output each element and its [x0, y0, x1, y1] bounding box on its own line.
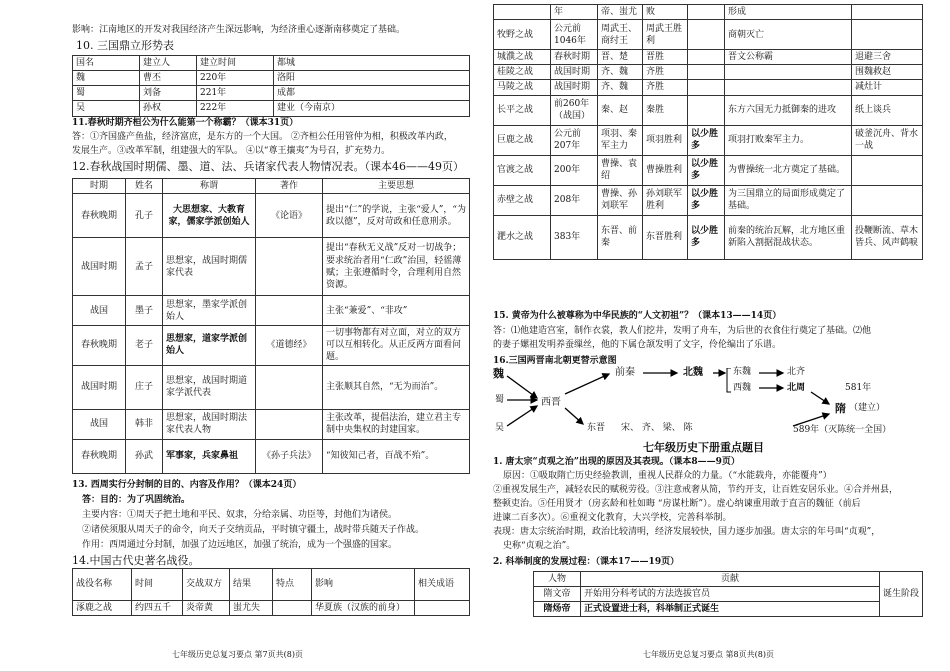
diagram-qianqin: 前秦 — [615, 367, 635, 378]
table-cell: 春秋晚期 — [73, 194, 126, 238]
table-cell: 《孙子兵法》 — [256, 439, 323, 473]
sec13-answer-content1: 主要内容：①周天子把土地和平民、奴隶，分给亲属、功臣等，封他们为诸侯。 — [82, 510, 398, 520]
table-cell: 刘备 — [140, 86, 197, 101]
table-cell: 东晋胜利 — [643, 215, 688, 259]
keju-table — [533, 571, 923, 617]
sec11-line2: 发展生产。③改革军制，组建强大的军队。 ④以“尊王攘夷”为号召，扩充势力。 — [72, 146, 391, 156]
table-cell: 退避三舍 — [852, 50, 923, 65]
table-cell — [725, 80, 852, 95]
table-row — [73, 101, 470, 116]
diagram-beiqi: 北齐 — [787, 367, 806, 377]
table-cell: 221年 — [197, 86, 274, 101]
table-cell: 思想家，墨家学派创始人 — [163, 296, 256, 326]
s1-line5: 表现：唐太宗统治时期，政治比较清明，经济发展较快，国力逐步加强。唐太宗的年号叫“贞观”， — [493, 527, 881, 537]
sec15-line1: 答：⑴他建造宫室，制作衣裳，教人们挖井，发明了舟车，为后世的衣食住行奠定了基础。⑵他 — [493, 326, 872, 336]
table-header-cell: 称谓 — [163, 179, 256, 194]
table-cell: 孙刘联军胜利 — [643, 185, 688, 215]
table-cell: 减灶计 — [852, 80, 923, 95]
table-cell: 《道德经》 — [256, 326, 323, 365]
table-header-cell: 贡献 — [581, 572, 880, 587]
table-cell: 战国 — [73, 409, 126, 439]
table-cell: 曹操胜利 — [643, 155, 688, 185]
table-cell: 长平之战 — [494, 95, 551, 125]
table-cell: 东方六国无力抵御秦的进攻 — [725, 95, 852, 125]
table-cell: 春秋晚期 — [73, 326, 126, 365]
table-cell: 东晋、前秦 — [598, 215, 643, 259]
table-cell: 项羽打败秦军主力。 — [725, 125, 852, 155]
table-cell: 投鞭断流、草木皆兵、风声鹤唳 — [852, 215, 923, 259]
table-cell: 以少胜多 — [688, 155, 725, 185]
table-header-cell: 时期 — [73, 179, 126, 194]
table-cell: 孙权 — [140, 101, 197, 116]
keju-stage-cell: 诞生阶段 — [880, 572, 923, 617]
arrow-wu-xijin — [507, 406, 537, 426]
table-cell: 思想家，战国时期儒家代表 — [163, 238, 256, 296]
table-cell: 曹丕 — [140, 71, 197, 86]
table-cell: 晋文公称霸 — [725, 50, 852, 65]
table-cell — [688, 65, 725, 80]
table-row — [73, 296, 470, 326]
table-cell: 思想家，战国时期道家学派代表 — [163, 365, 256, 409]
table-cell — [256, 365, 323, 409]
table-cell: 秦胜 — [643, 95, 688, 125]
table-cell: 帝、蚩尤 — [598, 5, 643, 20]
table-row — [73, 365, 470, 409]
diagram-xijin: 西晋 — [541, 397, 561, 408]
diagram-dongwei: 东魏 — [733, 367, 752, 377]
table-cell: 隋文帝 — [534, 587, 581, 602]
diagram-shu: 蜀 — [495, 395, 505, 405]
table-row — [73, 439, 470, 473]
table-cell: 222年 — [197, 101, 274, 116]
table-row — [494, 125, 923, 155]
table-cell: 围魏救赵 — [852, 65, 923, 80]
table-row — [73, 326, 470, 365]
table-row — [494, 215, 923, 259]
table-cell: 形成 — [725, 5, 852, 20]
table-cell: 蜀 — [73, 86, 140, 101]
table-cell: 以少胜多 — [688, 125, 725, 155]
table-cell: 曹操、孙刘联军 — [598, 185, 643, 215]
table-cell: 隋炀帝 — [534, 602, 581, 617]
table-cell — [852, 155, 923, 185]
table-row — [73, 71, 470, 86]
table-cell: 战国时期 — [73, 238, 126, 296]
battles-table-right — [493, 4, 923, 260]
table-cell — [725, 65, 852, 80]
table-cell — [852, 185, 923, 215]
table-cell: 战国时期 — [73, 365, 126, 409]
table-cell: 以少胜多 — [688, 185, 725, 215]
table-cell: 老子 — [126, 326, 163, 365]
table-cell: 公元前207年 — [551, 125, 598, 155]
table-cell — [852, 5, 923, 20]
battles-table-left — [72, 568, 470, 616]
table-cell — [494, 5, 551, 20]
table-cell: 晋、楚 — [598, 50, 643, 65]
table-header-row — [73, 179, 470, 194]
table-row — [494, 20, 923, 50]
table-cell: 建业（今南京） — [274, 101, 470, 116]
table-header-cell: 相关成语 — [415, 569, 470, 601]
table-cell: 华夏族（汉族的前身） — [312, 601, 415, 616]
table-header-cell: 战役名称 — [73, 569, 132, 601]
table-cell: 200年 — [551, 155, 598, 185]
table-cell: 曹操、袁绍 — [598, 155, 643, 185]
table-cell: 赤壁之战 — [494, 185, 551, 215]
table-cell: 齐胜 — [643, 80, 688, 95]
diagram-year581: 581年 — [845, 383, 872, 393]
table-row — [494, 5, 923, 20]
table-cell: 纸上谈兵 — [852, 95, 923, 125]
bracket-beiwei — [727, 368, 731, 392]
s1-title: 1. 唐太宗“贞观之治”出现的原因及其表现。（课本8——9页） — [493, 457, 740, 467]
book-title: 七年级历史下册重点题目 — [643, 441, 764, 454]
table-header-cell: 建立人 — [140, 56, 197, 71]
table-cell: 孙武 — [126, 439, 163, 473]
table-cell: 春秋时期 — [551, 50, 598, 65]
sec11-line1: 答：①齐国盛产鱼盐，经济富庶，是东方的一个大国。 ②齐桓公任用管仲为相，积极改革内政， — [72, 132, 453, 142]
table-row — [73, 409, 470, 439]
table-cell: 项羽胜利 — [643, 125, 688, 155]
table-cell: 韩非 — [126, 409, 163, 439]
table-cell: 思想家，道家学派创始人 — [163, 326, 256, 365]
table-cell — [688, 95, 725, 125]
table-row — [534, 602, 923, 617]
table-cell: 桂陵之战 — [494, 65, 551, 80]
table-cell: 提出“春秋无义战”反对一切战争；要求统治者用“仁政”治国，轻徭薄赋；主张遵循时令，合理利用自然资源。 — [323, 238, 470, 296]
table-cell — [256, 296, 323, 326]
table-header-row — [73, 56, 470, 71]
table-cell: 383年 — [551, 215, 598, 259]
table-header-cell: 建立时间 — [197, 56, 274, 71]
table-header-cell: 著作 — [256, 179, 323, 194]
table-header-cell: 国名 — [73, 56, 140, 71]
sec13-answer-content2: ②诸侯须服从周天子的命令，向天子交纳贡品，平时镇守疆土，战时带兵随天子作战。 — [82, 525, 425, 535]
diagram-south-dynasties: 宋、 齐、 梁、 陈 — [621, 423, 693, 433]
table-cell: 周武王胜利 — [643, 20, 688, 50]
table-cell: 约四五千 — [132, 601, 183, 616]
table-cell: 齐、魏 — [598, 65, 643, 80]
sec16-title: 16.三国两晋南北朝更替示意图 — [493, 356, 617, 366]
table-row — [494, 155, 923, 185]
table-row — [494, 185, 923, 215]
table-row — [73, 601, 470, 616]
arrow-beizhou-sui — [811, 392, 829, 404]
table-header-row — [73, 569, 470, 601]
table-cell: 春秋晚期 — [73, 439, 126, 473]
diagram-wu: 吴 — [495, 423, 505, 433]
arrow-wei-xijin — [507, 376, 537, 398]
table-header-cell: 结果 — [230, 569, 273, 601]
table-cell: 战国 — [73, 296, 126, 326]
table-cell: 主张改革，提倡法治，建立君主专制中央集权的封建国家。 — [323, 409, 470, 439]
table-cell: 提出“仁”的学说，主张“爱人”，“为政以德”，反对苛政和任意刑杀。 — [323, 194, 470, 238]
table-row — [494, 50, 923, 65]
sec15-title: 15. 黄帝为什么被尊称为中华民族的“人文初祖”？（课本13——14页） — [493, 311, 782, 321]
table-cell: 蚩尤失 — [230, 601, 273, 616]
table-cell: 齐胜 — [643, 65, 688, 80]
dynasty-diagram — [493, 368, 923, 446]
arrow-xijin-qianqin — [565, 374, 609, 394]
s1-line1: 原因：①吸取隋亡历史经验教训，重视人民群众的力量。（“水能载舟，亦能覆舟”） — [503, 471, 832, 481]
table-cell — [256, 409, 323, 439]
table-cell: 年 — [551, 5, 598, 20]
diagram-xiwei: 西魏 — [733, 383, 752, 393]
table-cell: 项羽、秦军主力 — [598, 125, 643, 155]
sec12-title: 12.春秋战国时期儒、墨、道、法、兵诸家代表人物情况表。（课本46——49页） — [72, 160, 464, 173]
thinkers-table — [72, 178, 470, 474]
table-cell — [688, 20, 725, 50]
table-header-cell: 特点 — [273, 569, 312, 601]
table-cell — [852, 20, 923, 50]
table-cell: 败 — [643, 5, 688, 20]
table-cell — [688, 80, 725, 95]
table-header-cell: 时间 — [132, 569, 183, 601]
table-cell: 220年 — [197, 71, 274, 86]
table-cell: 牧野之战 — [494, 20, 551, 50]
table-cell: 洛阳 — [274, 71, 470, 86]
table-cell: 晋胜 — [643, 50, 688, 65]
table-row — [73, 86, 470, 101]
table-row — [73, 194, 470, 238]
table-cell: 墨子 — [126, 296, 163, 326]
table-cell: 成都 — [274, 86, 470, 101]
three-kingdoms-table — [72, 55, 470, 117]
table-header-cell: 人物 — [534, 572, 581, 587]
table-cell: 正式设置进士科，科举制正式诞生 — [581, 602, 880, 617]
table-cell: 《论语》 — [256, 194, 323, 238]
table-header-cell: 影响 — [312, 569, 415, 601]
page-footer-right: 七年级历史总复习要点 第8页共(8)页 — [643, 650, 774, 659]
table-cell: 战国时期 — [551, 65, 598, 80]
table-cell: 为三国鼎立的局面形成奠定了基础。 — [725, 185, 852, 215]
s2-title: 2. 科举制度的发展过程：（课本17——19页） — [493, 557, 680, 567]
diagram-wei: 魏 — [493, 367, 504, 380]
table-header-cell: 交战双方 — [183, 569, 230, 601]
table-cell: 前260年（战国） — [551, 95, 598, 125]
table-cell: 主张顺其自然，“无为而治”。 — [323, 365, 470, 409]
table-cell — [256, 238, 323, 296]
table-cell: 淝水之战 — [494, 215, 551, 259]
table-cell: 炎帝黄 — [183, 601, 230, 616]
table-cell — [688, 5, 725, 20]
sec13-title: 13. 西周实行分封制的目的、内容及作用？（课本24页） — [72, 480, 302, 490]
sec15-line2: 的妻子嫘祖发明养蚕缫丝，他的下属仓颉发明了文字，伶伦编出了乐谱。 — [493, 340, 782, 350]
sec11-title: 11.春秋时期齐桓公为什么能第一个称霸？（课本31页） — [72, 118, 299, 128]
table-cell: 周武王、商纣王 — [598, 20, 643, 50]
table-cell: 大思想家、大教育家，儒家学派创始人 — [163, 194, 256, 238]
table-cell: 秦、赵 — [598, 95, 643, 125]
table-cell — [688, 50, 725, 65]
table-cell: 孟子 — [126, 238, 163, 296]
table-header-cell: 主要思想 — [323, 179, 470, 194]
table-row — [73, 238, 470, 296]
sec10-title: 10. 三国鼎立形势表 — [76, 39, 174, 52]
arrow-xijin-dongjin — [565, 408, 583, 424]
diagram-sui: 隋 — [835, 402, 846, 415]
diagram-dongjin: 东晋 — [587, 423, 606, 433]
table-cell: 商朝灭亡 — [725, 20, 852, 50]
page-footer-left: 七年级历史总复习要点 第7页共(8)页 — [172, 650, 303, 659]
table-cell: 开始用分科考试的方法选拔官员 — [581, 587, 880, 602]
table-cell: 齐、魏 — [598, 80, 643, 95]
s1-line4: 进谏二百多次）。⑥重视文化教育，大兴学校，完善科举制。 — [493, 513, 732, 523]
table-cell: 主张“兼爱”、“非攻” — [323, 296, 470, 326]
table-cell: 吴 — [73, 101, 140, 116]
table-cell — [415, 601, 470, 616]
diagram-beizhou: 北周 — [787, 383, 806, 393]
sec14-title: 14.中国古代史著名战役。 — [72, 554, 200, 567]
sec13-answer-effect: 作用：西周通过分封制，加强了边远地区，加强了统治，成为一个强盛的国家。 — [82, 540, 398, 550]
diagram-beiwei: 北魏 — [683, 367, 703, 378]
table-cell: 涿鹿之战 — [73, 601, 132, 616]
table-cell: 孔子 — [126, 194, 163, 238]
table-cell: 为曹操统一北方奠定了基础。 — [725, 155, 852, 185]
table-cell: 前秦的统治瓦解，北方地区重新陷入割据混战状态。 — [725, 215, 852, 259]
s1-line6: 史称“贞观之治”。 — [503, 541, 576, 551]
table-row — [494, 65, 923, 80]
table-cell: 军事家，兵家鼻祖 — [163, 439, 256, 473]
table-cell: 马陵之战 — [494, 80, 551, 95]
table-cell: 庄子 — [126, 365, 163, 409]
table-cell: 战国时期 — [551, 80, 598, 95]
table-header-row — [534, 572, 923, 587]
table-cell: 魏 — [73, 71, 140, 86]
table-cell: 208年 — [551, 185, 598, 215]
s1-line2: ②重视发展生产，减轻农民的赋税劳役。③注意戒奢从简，节约开支，让百姓安居乐业。④合并州县， — [493, 485, 899, 495]
table-row — [534, 587, 923, 602]
table-row — [494, 80, 923, 95]
table-cell: 官渡之战 — [494, 155, 551, 185]
diagram-year589: 589年（灭陈统一全国） — [793, 425, 892, 435]
table-cell: 破釜沉舟、背水一战 — [852, 125, 923, 155]
table-cell: 城濮之战 — [494, 50, 551, 65]
influence-text: 影响：江南地区的开发对我国经济产生深远影响，为经济重心逐渐南移奠定了基础。 — [72, 25, 406, 35]
table-cell — [273, 601, 312, 616]
table-cell: 巨鹿之战 — [494, 125, 551, 155]
table-cell: 以少胜多 — [688, 215, 725, 259]
table-header-cell: 姓名 — [126, 179, 163, 194]
table-cell: “知彼知己者，百战不殆”。 — [323, 439, 470, 473]
table-cell: 一切事物都有对立面，对立的双方可以互相转化。从正反两方面看问题。 — [323, 326, 470, 365]
diagram-sui-note: （建立） — [849, 403, 886, 413]
table-cell: 公元前1046年 — [551, 20, 598, 50]
table-header-cell: 都城 — [274, 56, 470, 71]
table-cell: 思想家，战国时期法家代表人物 — [163, 409, 256, 439]
table-row — [494, 95, 923, 125]
s1-line3: 整顿吏治。⑤任用贤才（房玄龄和杜如晦 “房谋杜断”）。虚心纳谏重用敢于直言的魏征（前后 — [493, 499, 861, 509]
sec13-answer-purpose: 答：目的：为了巩固统治。 — [82, 495, 191, 505]
